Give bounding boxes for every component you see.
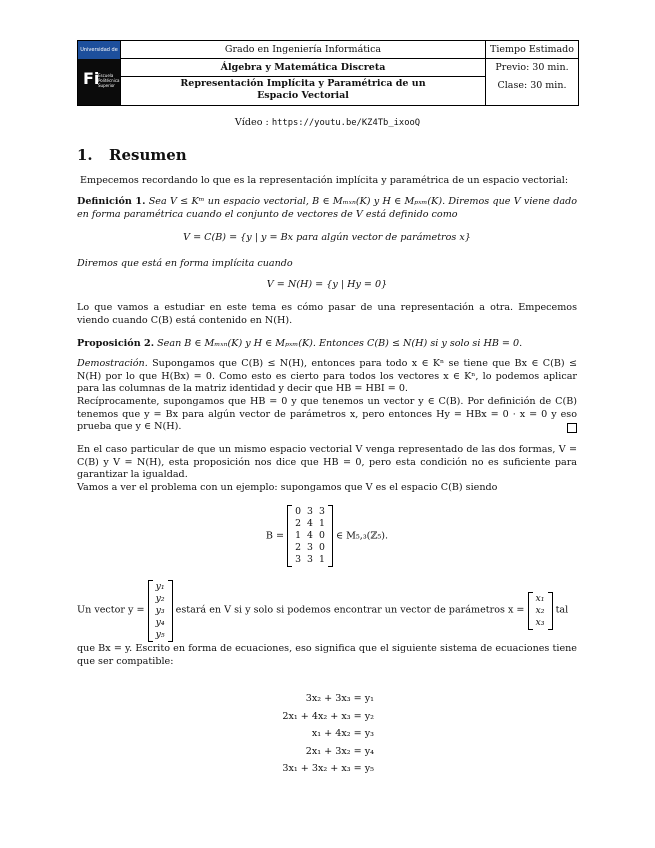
university-logo [78,41,121,105]
faculty-mark: Fi [83,69,100,88]
definition-implicit-eq: V = N(H) = {y | Hy = 0} [266,279,388,290]
system-equation: 3x₁ + 3x₂ + x₃ = y₅ [282,763,374,775]
vector-sentence-pre: Un vector y = [77,604,145,616]
qed-square-icon [567,423,577,433]
time-class: Clase: 30 min. [497,80,567,91]
video-line [0,117,655,128]
logo-band: Universidad de [78,41,120,59]
course-title: Álgebra y Matemática Discreta [121,59,485,77]
degree-title: Grado en Ingeniería Informática [121,41,485,59]
matrix-b-entry: 3 [307,554,313,565]
matrix-b-entry: 3 [295,554,302,565]
proposition-text: Sean B ∈ Mₘₓₙ(K) y H ∈ Mₚₓₘ(K). Entonces C(B) ≤ N(H) si y solo si HB = 0. [157,338,523,349]
matrix-b-entry: 4 [307,518,313,529]
matrix-b-display [77,505,577,571]
topic-title: Representación Implícita y Paramétrica de un Espacio Vectorial [180,78,426,101]
vector-sentence-post: tal [555,604,569,616]
equation-system [240,690,374,778]
proof-part-2 [77,396,577,434]
vector-x-entry: x₂ [535,605,545,616]
system-equation: 2x₁ + 4x₂ + x₃ = y₂ [282,710,374,722]
matrix-b [287,505,333,567]
matrix-b-rhs: ∈ M₅,₃(ℤ₅). [335,530,389,542]
course-header [77,40,579,106]
matrix-b-entry: 4 [307,530,313,541]
vector-y-entry: y₂ [155,593,165,604]
vector-x-entry: x₃ [535,617,545,628]
section-number: 1. [77,146,93,164]
matrix-b-entry: 2 [295,542,302,553]
video-label: Vídeo : [234,117,269,128]
vector-y-entry: y₅ [155,629,165,640]
matrix-b-entry: 0 [318,530,325,541]
proof-label: Demostración. [77,358,148,369]
vector-y [148,580,173,642]
faculty-name: Escuela Politécnica Superior [98,73,120,88]
matrix-b-entry: 3 [318,506,325,517]
vector-sentence-mid: estará en V si y solo si podemos encontrar un vector de parámetros x = [175,604,525,616]
proposition-label: Proposición 2. [77,338,155,349]
matrix-b-entry: 1 [318,518,325,529]
section-title: Resumen [109,146,187,164]
time-heading: Tiempo Estimado [486,41,578,59]
system-equation: x₁ + 4x₂ = y₃ [311,728,374,740]
proof-part-1 [77,358,577,396]
system-intro-paragraph: que Bx = y. Escrito en forma de ecuaciones, eso significa que el siguiente sistema de ecuaciones tiene que ser compatible: [77,643,577,667]
system-equation: 2x₁ + 3x₂ = y₄ [305,745,374,757]
video-link[interactable]: https://youtu.be/KZ4Tb_ixooQ [271,118,421,128]
matrix-b-entry: 0 [318,542,325,553]
vector-x-entry: x₁ [535,593,545,604]
vector-y-entry: y₃ [155,605,165,616]
system-equation: 3x₂ + 3x₃ = y₁ [305,693,374,704]
example-paragraph: Vamos a ver el problema con un ejemplo: supongamos que V es el espacio C(B) siendo [77,482,498,493]
time-prev: Previo: 30 min. [495,62,569,73]
vector-x [528,592,553,630]
intro-paragraph: Empecemos recordando lo que es la representación implícita y paramétrica de un espacio vectorial: [80,175,569,186]
definition-1 [77,196,577,221]
matrix-b-lhs: B = [265,530,285,542]
matrix-b-entry: 1 [318,554,325,565]
proof-text-1: Supongamos que C(B) ≤ N(H), entonces para todo x ∈ Kⁿ se tiene que Bx ∈ C(B) ≤ N(H) por lo que H(Bx) = 0. Como esto es cierto para todos los vectores x ∈ Kⁿ, lo podemos aplicar para las columnas de la matriz identidad y decir que HB = HBI = 0. [77,358,577,395]
definition-text: Sea V ≤ Kᵐ un espacio vectorial, B ∈ Mₘₓₙ(K) y H ∈ Mₚₓₘ(K). Diremos que V viene dado en forma paramétrica cuando el conjunto de vectores de V está definido como [77,196,577,220]
matrix-b-entry: 3 [307,506,313,517]
proof-text-2: Recíprocamente, supongamos que HB = 0 y que tenemos un vector y ∈ C(B). Por definición de C(B) tenemos que y = Bx para algún vector de parámetros x, pero entonces Hy = HBx = 0 · x = 0 y eso prueba que y ∈ N(H). [77,396,577,433]
study-paragraph: Lo que vamos a estudiar en este tema es cómo pasar de una representación a otra. Empecemos viendo cuando C(B) está contenido en N(H). [77,302,577,326]
proposition-2 [77,338,577,351]
matrix-b-entry: 3 [307,542,313,553]
case-paragraph: En el caso particular de que un mismo espacio vectorial V venga representado de las dos formas, V = C(B) y V = N(H), esta proposición nos dice que HB = 0, pero esta condición no es suficiente para garantizar la igualdad. [77,444,577,481]
definition-implicit-text: Diremos que está en forma implícita cuando [77,258,293,269]
definition-parametric-eq: V = C(B) = {y | y = Bx para algún vector de parámetros x} [183,232,471,243]
matrix-b-entry: 2 [295,518,302,529]
vector-sentence [77,580,577,644]
definition-label: Definición 1. [77,196,146,207]
vector-y-entry: y₁ [155,581,165,592]
section-heading [77,146,187,164]
matrix-b-entry: 1 [295,530,302,541]
vector-y-entry: y₄ [155,617,165,628]
matrix-b-entry: 0 [295,506,302,517]
